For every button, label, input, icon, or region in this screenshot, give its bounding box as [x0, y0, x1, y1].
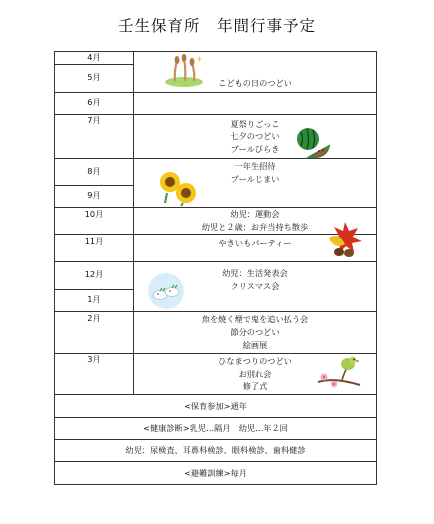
sunflower-icon [157, 169, 199, 207]
event-oct-2: 幼児と２歳：お弁当持ち散歩 [201, 222, 309, 233]
event-july-3: プールびらき [230, 143, 280, 154]
row-note-3 [55, 439, 377, 462]
row-note-1 [55, 395, 377, 418]
event-feb-2: 節分のつどい [230, 327, 280, 338]
tsukushi-icon [160, 53, 210, 89]
autumn-leaves-icon [325, 220, 369, 258]
note-health-checkup: <健康診断>乳児…隔月 幼児…年２回 [55, 417, 377, 439]
event-february [134, 311, 377, 353]
month-january: 1月 [55, 290, 134, 312]
month-december: 12月 [55, 262, 134, 290]
event-nov-1: やきいもパーティー [218, 238, 292, 249]
event-feb-1: 魚を焼く煙で鬼を追い払う会 [201, 314, 309, 325]
month-october: 10月 [55, 207, 134, 235]
watermelon-icon [295, 124, 331, 160]
month-september: 9月 [55, 185, 134, 207]
row-august [55, 159, 377, 186]
month-march: 3月 [55, 353, 134, 394]
event-dec-2: クリスマス会 [230, 280, 280, 291]
event-aug-2: プールじまい [230, 173, 280, 184]
note-childcare-participation: <保育参加>通年 [55, 395, 377, 418]
event-aug-1: 一年生招待 [234, 161, 276, 172]
month-november: 11月 [55, 235, 134, 262]
row-february [55, 311, 377, 353]
event-july [134, 114, 377, 158]
row-december [55, 262, 377, 290]
month-may: 5月 [55, 65, 134, 93]
row-note-4 [55, 462, 377, 485]
row-note-2 [55, 417, 377, 439]
annual-schedule-table [54, 51, 377, 485]
month-july: 7月 [55, 114, 134, 158]
event-oct-1: 幼児：運動会 [230, 209, 280, 220]
plum-bird-icon [316, 349, 362, 389]
event-july-2: 七夕のつどい [230, 131, 280, 142]
snow-rabbit-icon [146, 272, 186, 310]
event-june [134, 93, 377, 115]
month-august: 8月 [55, 159, 134, 186]
event-feb-3: 絵画展 [242, 339, 268, 350]
event-dec-1: 幼児：生活発表会 [222, 268, 288, 279]
month-june: 6月 [55, 93, 134, 115]
event-mar-2: お別れ会 [238, 368, 272, 379]
event-may-line: こどもの日のつどい [218, 77, 292, 88]
event-july-1: 夏祭りごっこ [230, 118, 280, 129]
row-april [55, 52, 377, 65]
page-title: 壬生保育所 年間行事予定 [117, 17, 316, 35]
row-june [55, 93, 377, 115]
month-february: 2月 [55, 311, 134, 353]
event-mar-1: ひなまつりのつどい [218, 356, 292, 367]
month-april: 4月 [55, 52, 134, 65]
event-mar-3: 修了式 [242, 381, 268, 392]
note-evacuation-drill: <避難訓練>毎月 [55, 462, 377, 485]
note-medical-exams: 幼児：尿検査、耳鼻科検診、眼科検診、歯科健診 [55, 439, 377, 462]
